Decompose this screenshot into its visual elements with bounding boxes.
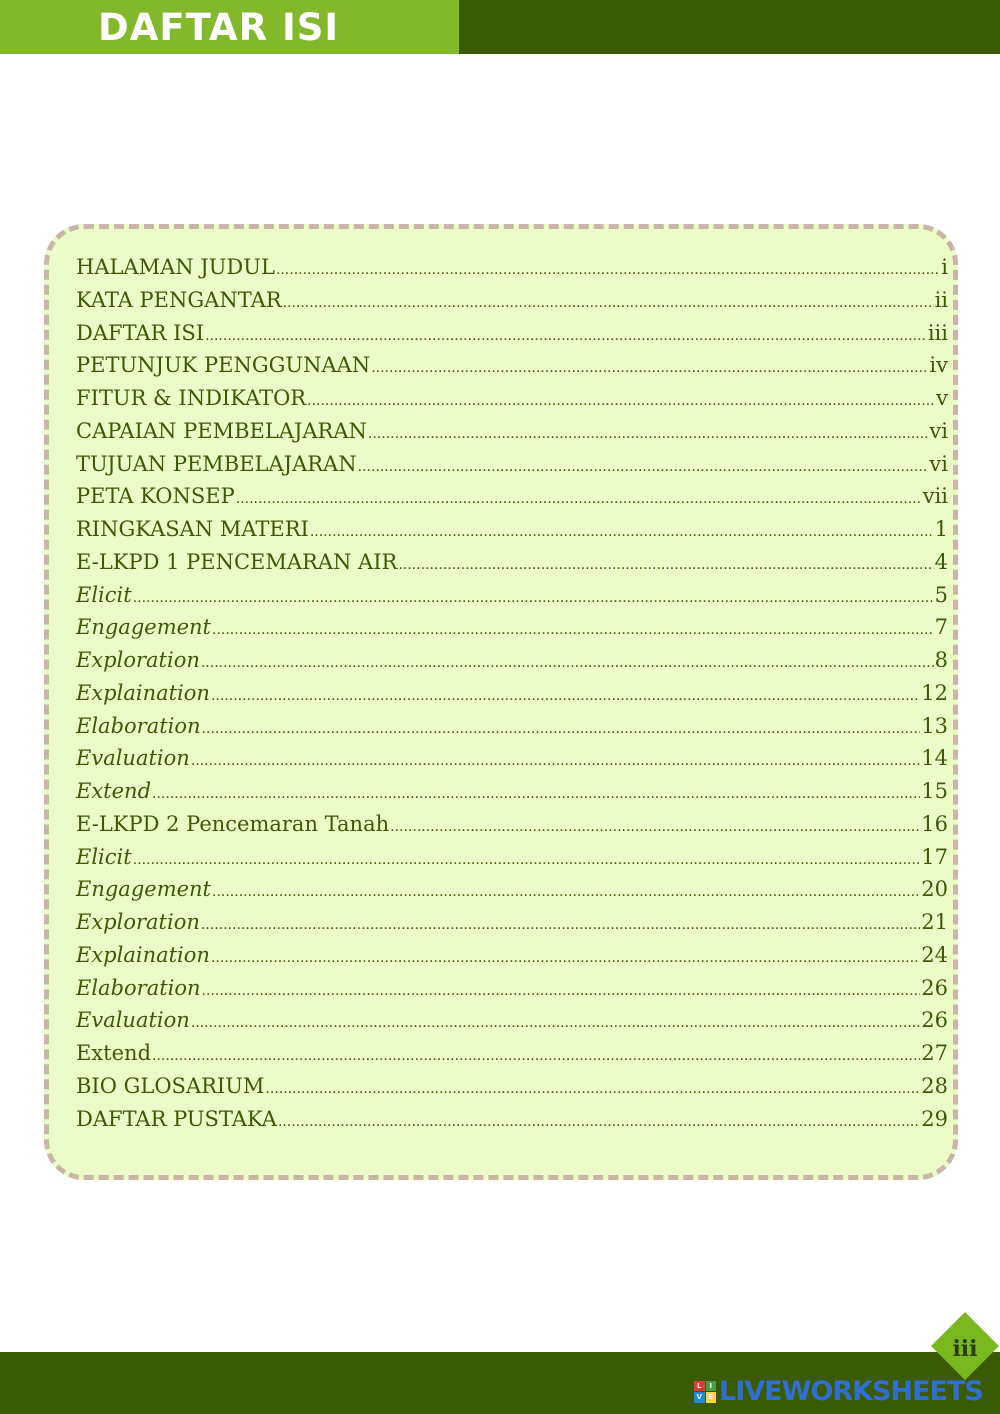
toc-dot-leader: [310, 516, 934, 548]
toc-entry-label: PETA KONSEP: [76, 484, 235, 509]
toc-entry-page: 7: [934, 615, 948, 640]
toc-entry: [76, 775, 948, 808]
toc-entry-label: E-LKPD 2 Pencemaran Tanah: [76, 811, 390, 836]
toc-dot-leader: [211, 680, 920, 712]
toc-dot-leader: [152, 778, 920, 810]
toc-entry-page: 17: [921, 844, 948, 869]
toc-entry-label: Explaination: [76, 680, 210, 705]
toc-entry-page: iii: [927, 320, 948, 345]
brand-watermark: [694, 1376, 983, 1407]
logo-letter: I: [706, 1381, 717, 1392]
toc-dot-leader: [201, 647, 934, 679]
toc-entry: [76, 1004, 948, 1037]
toc-entry-page: 13: [921, 713, 948, 738]
toc-entry-page: 5: [934, 582, 948, 607]
toc-entry-label: Elaboration: [76, 713, 201, 738]
toc-dot-leader: [283, 287, 934, 319]
toc-entry-page: 29: [921, 1106, 948, 1131]
toc-entry-label: RINGKASAN MATERI: [76, 517, 309, 541]
toc-entry-label: E-LKPD 1 PENCEMARAN AIR: [76, 549, 398, 574]
toc-entry: [76, 611, 948, 644]
toc-dot-leader: [191, 1007, 920, 1039]
toc-dot-leader: [202, 713, 921, 745]
toc-entry: [76, 382, 948, 415]
toc-entry-page: ii: [934, 287, 948, 312]
toc-entry-page: 14: [921, 746, 948, 771]
toc-entry-page: 4: [934, 549, 948, 574]
toc-entry: [76, 1103, 948, 1136]
logo-letter: E: [706, 1392, 717, 1403]
toc-entry-page: vi: [929, 451, 948, 476]
toc-entry-label: Exploration: [76, 648, 200, 672]
toc-entry-label: Exploration: [76, 910, 200, 934]
toc-entry-page: 26: [921, 1008, 948, 1033]
toc-entry: [76, 546, 948, 579]
toc-entry: [76, 710, 948, 743]
toc-entry: [76, 939, 948, 972]
toc-entry-page: 28: [921, 1073, 948, 1098]
toc-entry-label: CAPAIAN PEMBELAJARAN: [76, 418, 367, 443]
toc-entry-label: Extend: [76, 779, 152, 803]
toc-entry-page: 20: [921, 877, 948, 902]
toc-entry-label: TUJUAN PEMBELAJARAN: [76, 451, 357, 476]
toc-entry: [76, 841, 948, 874]
toc-entry-label: KATA PENGANTAR: [76, 287, 282, 312]
toc-entry: [76, 317, 948, 350]
toc-entry: [76, 742, 948, 775]
toc-dot-leader: [398, 549, 933, 581]
toc-dot-leader: [202, 975, 921, 1007]
toc-entry-label: FITUR & INDIKATOR: [76, 386, 307, 410]
toc-dot-leader: [212, 614, 934, 646]
toc-entry: [76, 972, 948, 1005]
toc-entry-label: Engagement: [76, 877, 211, 902]
toc-entry: [76, 677, 948, 710]
toc-entry: [76, 284, 948, 317]
brand-logo-icon: [694, 1381, 716, 1403]
toc-dot-leader: [371, 352, 928, 384]
toc-dot-leader: [358, 451, 929, 483]
toc-entry: [76, 1070, 948, 1103]
toc-entry-page: 12: [921, 680, 948, 705]
page-number: iii: [952, 1336, 978, 1362]
toc-entry-page: 24: [921, 942, 948, 967]
toc-entry: [76, 579, 948, 612]
toc-entry-label: DAFTAR ISI: [76, 320, 205, 345]
toc-entry: [76, 644, 948, 677]
toc-entry: [76, 480, 948, 513]
logo-letter: V: [694, 1392, 705, 1403]
toc-entry-label: Elaboration: [76, 975, 201, 1000]
toc-entry-page: 8: [934, 648, 948, 672]
toc-entry-page: v: [936, 386, 948, 410]
toc-entry: [76, 251, 948, 284]
toc-entry-label: Evaluation: [76, 746, 190, 771]
toc-entry-label: Extend: [76, 1041, 152, 1065]
toc-entry-page: 16: [921, 811, 948, 836]
toc-entry: [76, 906, 948, 939]
table-of-contents: [76, 251, 948, 1135]
toc-entry-page: 1: [934, 517, 948, 541]
toc-dot-leader: [390, 811, 920, 843]
toc-dot-leader: [201, 909, 920, 941]
toc-entry: [76, 415, 948, 448]
toc-dot-leader: [276, 254, 940, 286]
toc-entry-label: BIO GLOSARIUM: [76, 1073, 265, 1098]
toc-entry-label: Evaluation: [76, 1008, 190, 1033]
toc-entry-page: iv: [929, 353, 948, 378]
brand-name: LIVEWORKSHEETS: [719, 1376, 983, 1407]
toc-entry: [76, 349, 948, 382]
toc-entry-page: 27: [921, 1041, 948, 1065]
toc-entry-label: DAFTAR PUSTAKA: [76, 1106, 277, 1131]
toc-dot-leader: [152, 1040, 920, 1072]
toc-entry-label: HALAMAN JUDUL: [76, 255, 275, 279]
toc-entry-page: 15: [921, 779, 948, 803]
toc-dot-leader: [307, 385, 935, 417]
logo-letter: L: [694, 1381, 705, 1392]
toc-entry: [76, 808, 948, 841]
toc-entry-label: PETUNJUK PENGGUNAAN: [76, 353, 371, 378]
toc-entry-page: 26: [921, 975, 948, 1000]
toc-dot-leader: [133, 844, 921, 876]
header-title-box: [0, 0, 459, 54]
toc-entry-label: Elicit: [76, 582, 132, 607]
toc-dot-leader: [191, 745, 920, 777]
toc-dot-leader: [211, 942, 920, 974]
toc-dot-leader: [133, 582, 934, 614]
toc-dot-leader: [212, 876, 920, 908]
toc-dot-leader: [368, 418, 929, 450]
toc-entry-label: Explaination: [76, 942, 210, 967]
toc-entry: [76, 513, 948, 546]
toc-entry-page: vii: [922, 484, 948, 509]
toc-entry-page: 21: [921, 910, 948, 934]
toc-dot-leader: [278, 1106, 920, 1138]
toc-entry-page: i: [941, 255, 948, 279]
toc-entry-page: vi: [929, 418, 948, 443]
page-title: DAFTAR ISI: [98, 6, 340, 49]
toc-entry-label: Elicit: [76, 844, 132, 869]
toc-entry: [76, 873, 948, 906]
toc-dot-leader: [236, 483, 922, 515]
toc-entry: [76, 1037, 948, 1070]
toc-dot-leader: [265, 1073, 920, 1105]
toc-entry: [76, 448, 948, 481]
toc-dot-leader: [205, 320, 927, 352]
toc-entry-label: Engagement: [76, 615, 211, 640]
